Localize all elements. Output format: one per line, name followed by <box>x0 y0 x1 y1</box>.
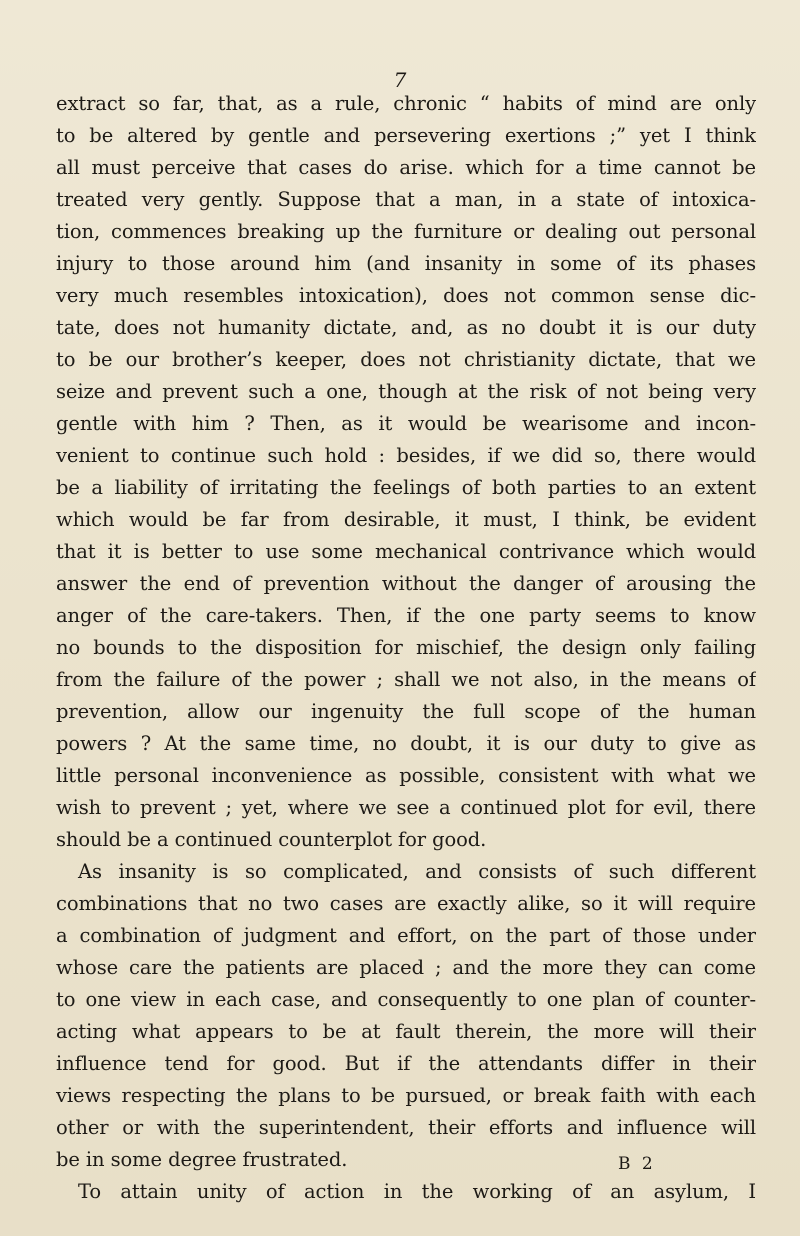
text-line: all must perceive that cases do arise. which for a time cannot be <box>56 156 756 179</box>
text-line: whose care the patients are placed ; and the more they can come <box>56 956 756 979</box>
page-number: 7 <box>393 68 407 92</box>
body-text <box>56 88 756 1208</box>
text-line: be a liability of irritating the feelings of both parties to an extent <box>56 476 756 499</box>
text-line: prevention, allow our ingenuity the full scope of the human <box>56 700 756 723</box>
text-line: views respecting the plans to be pursued, or break faith with each <box>56 1084 756 1107</box>
text-line: be in some degree frustrated. <box>56 1148 348 1171</box>
text-line: that it is better to use some mechanical contrivance which would <box>56 540 756 563</box>
text-line: to one view in each case, and consequently to one plan of counter- <box>56 988 756 1011</box>
text-line: influence tend for good. But if the attendants differ in their <box>56 1052 756 1075</box>
text-line: which would be far from desirable, it must, I think, be evident <box>56 508 756 531</box>
text-line: other or with the superintendent, their efforts and influence will <box>56 1116 756 1139</box>
text-line: As insanity is so complicated, and consists of such different <box>78 860 756 883</box>
text-line: treated very gently. Suppose that a man, in a state of intoxica- <box>56 188 756 211</box>
text-line: venient to continue such hold : besides, if we did so, there would <box>56 444 756 467</box>
text-line: answer the end of prevention without the danger of arousing the <box>56 572 756 595</box>
text-line: powers ? At the same time, no doubt, it is our duty to give as <box>56 732 756 755</box>
text-line: acting what appears to be at fault therein, the more will their <box>56 1020 756 1043</box>
text-line: a combination of judgment and effort, on the part of those under <box>56 924 756 947</box>
text-line: To attain unity of action in the working of an asylum, I <box>78 1180 756 1203</box>
text-line: to be our brother’s keeper, does not christianity dictate, that we <box>56 348 756 371</box>
text-line: should be a continued counterplot for good. <box>56 828 487 851</box>
text-line: tion, commences breaking up the furniture or dealing out personal <box>56 220 756 243</box>
text-line: anger of the care-takers. Then, if the one party seems to know <box>56 604 756 627</box>
text-line: wish to prevent ; yet, where we see a continued plot for evil, there <box>56 796 756 819</box>
text-line: tate, does not humanity dictate, and, as no doubt it is our duty <box>56 316 756 339</box>
text-line: to be altered by gentle and persevering exertions ;” yet I think <box>56 124 756 147</box>
text-line: extract so far, that, as a rule, chronic “ habits of mind are only <box>56 92 756 115</box>
text-line: seize and prevent such a one, though at the risk of not being very <box>56 380 756 403</box>
text-line: gentle with him ? Then, as it would be wearisome and incon- <box>56 412 756 435</box>
text-line: no bounds to the disposition for mischief, the design only failing <box>56 636 756 659</box>
text-line: combinations that no two cases are exactly alike, so it will require <box>56 892 756 915</box>
text-line: from the failure of the power ; shall we not also, in the means of <box>56 668 756 691</box>
text-line: very much resembles intoxication), does not common sense dic- <box>56 284 756 307</box>
signature-mark: B 2 <box>618 1154 656 1174</box>
text-line: little personal inconvenience as possible, consistent with what we <box>56 764 756 787</box>
text-line: injury to those around him (and insanity in some of its phases <box>56 252 756 275</box>
